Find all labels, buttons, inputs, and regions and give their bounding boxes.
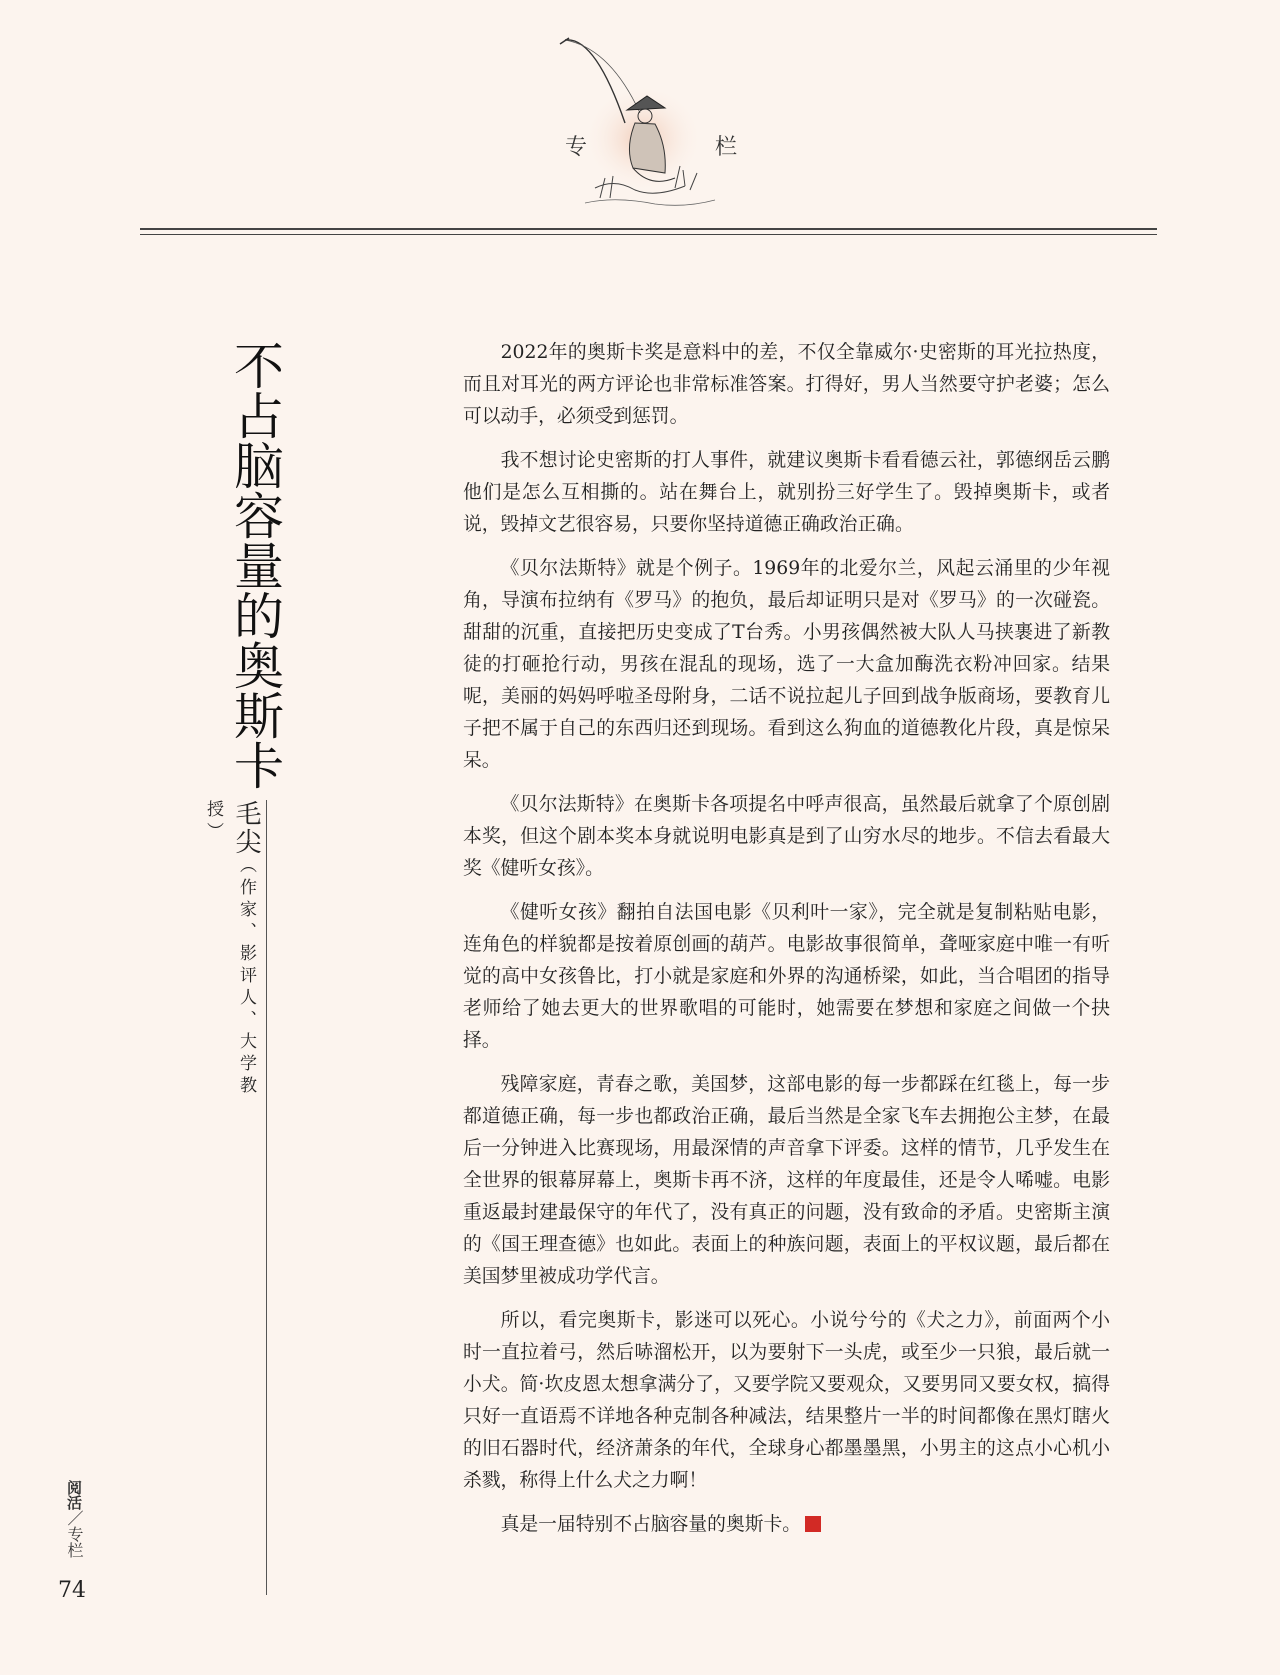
header-rule-thin: [140, 234, 1157, 235]
author-name: 毛尖: [231, 800, 261, 856]
paragraph-6: 残障家庭，青春之歌，美国梦，这部电影的每一步都踩在红毯上，每一步都道德正确，每一步也都政治正确，最后当然是全家飞车去拥抱公主梦，在最后一分钟进入比赛现场，用最深情的声音拿下评委。这样的情节，几乎发生在全世界的银幕屏幕上，奥斯卡再不济，这样的年度最佳，还是令人唏嘘。电影重返最封建最保守的年代了，没有真正的问题，没有致命的矛盾。史密斯主演的《国王理查德》也如此。表面上的种族问题，表面上的平权议题，最后都在美国梦里被成功学代言。: [463, 1074, 1110, 1287]
fisherman-illustration: [555, 28, 730, 213]
publication-name: 阅活: [65, 1480, 83, 1510]
paragraph-2: 我不想讨论史密斯的打人事件，就建议奥斯卡看看德云社，郭德纲岳云鹏他们是怎么互相撕的。站在舞台上，就别扮三好学生了。毁掉奥斯卡，或者说，毁掉文艺很容易，只要你坚持道德正确政治正确。: [463, 450, 1110, 535]
running-folio: [62, 1480, 86, 1558]
section-name: 专栏: [65, 1526, 84, 1558]
author-byline: [203, 800, 265, 1120]
paragraph-4: 《贝尔法斯特》在奥斯卡各项提名中呼声很高，虽然最后就拿了个原创剧本奖，但这个剧本奖本身就说明电影真是到了山穷水尽的地步。不信去看最大奖《健听女孩》。: [463, 794, 1110, 879]
end-of-article-mark: [805, 1516, 821, 1532]
paragraph-5: 《健听女孩》翻拍自法国电影《贝利叶一家》，完全就是复制粘贴电影，连角色的样貌都是按着原创画的葫芦。电影故事很简单，聋哑家庭中唯一有听觉的高中女孩鲁比，打小就是家庭和外界的沟通桥梁，如此，当合唱团的指导老师给了她去更大的世界歌唱的可能时，她需要在梦想和家庭之间做一个抉择。: [463, 902, 1110, 1051]
author-bio: （作家、影评人、大学教授）: [203, 800, 256, 1098]
column-label-right: 栏: [715, 135, 738, 160]
page-number: 74: [58, 1578, 86, 1603]
column-label-left: 专: [565, 135, 588, 160]
paragraph-1: 2022年的奥斯卡奖是意料中的差，不仅全靠威尔·史密斯的耳光拉热度，而且对耳光的两方评论也非常标准答案。打得好，男人当然要守护老婆；怎么可以动手，必须受到惩罚。: [463, 342, 1110, 427]
paragraph-8: [463, 1509, 1110, 1541]
header-rule-thick: [140, 228, 1157, 230]
author-divider-line: [266, 800, 267, 1595]
paragraph-3: 《贝尔法斯特》就是个例子。1969年的北爱尔兰，风起云涌里的少年视角，导演布拉纳有《罗马》的抱负，最后却证明只是对《罗马》的一次碰瓷。甜甜的沉重，直接把历史变成了T台秀。小男孩偶然被大队人马挟裹进了新教徒的打砸抢行动，男孩在混乱的现场，选了一大盒加酶洗衣粉冲回家。结果呢，美丽的妈妈呼啦圣母附身，二话不说拉起儿子回到战争版商场，要教育儿子把不属于自己的东西归还到现场。看到这么狗血的道德教化片段，真是惊呆呆。: [463, 558, 1110, 771]
paragraph-7: 所以，看完奥斯卡，影迷可以死心。小说兮兮的《犬之力》，前面两个小时一直拉着弓，然后哧溜松开，以为要射下一头虎，或至少一只狼，最后就一小犬。简·坎皮恩太想拿满分了，又要学院又要观众，又要男同又要女权，搞得只好一直语焉不详地各种克制各种减法，结果整片一半的时间都像在黑灯瞎火的旧石器时代，经济萧条的年代，全球身心都墨墨黑，小男主的这点小心机小杀戮，称得上什么犬之力啊！: [463, 1310, 1110, 1491]
article-title: 不占脑容量的奥斯卡: [226, 340, 284, 790]
article-body: [463, 337, 1110, 1553]
closing-sentence: 真是一届特别不占脑容量的奥斯卡。: [500, 1514, 802, 1535]
folio-separator: ／: [65, 1510, 84, 1526]
